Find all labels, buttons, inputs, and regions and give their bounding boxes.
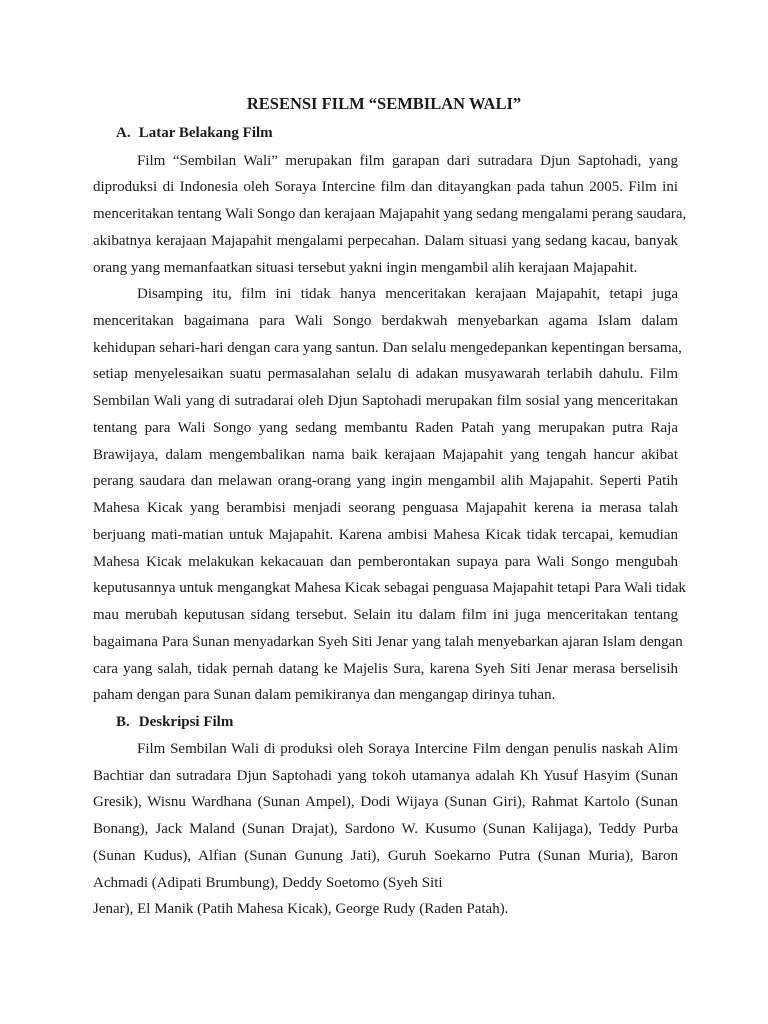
paragraph-line: keputusannya untuk mengangkat Mahesa Kicak sebagai penguasa Majapahit tetapi Para Wali tidak [93, 580, 686, 596]
section-heading-text: Deskripsi Film [138, 714, 234, 730]
paragraph-line: (Sunan Kudus), Alfian (Sunan Gunung Jati), Guruh Soekarno Putra (Sunan Muria), Baron [93, 848, 678, 864]
paragraph-line: orang yang memanfaatkan situasi tersebut yakni ingin mengambil alih kerajaan Majapahit. [93, 260, 638, 276]
paragraph-line: cara yang salah, tidak pernah datang ke Majelis Sura, karena Syeh Siti Jenar merasa berselisih [93, 661, 678, 677]
paragraph-line: Mahesa Kicak melakukan kekacauan dan pemberontakan supaya para Wali Songo mengubah [93, 554, 678, 570]
paragraph-line: akibatnya kerajaan Majapahit mengalami perpecahan. Dalam situasi yang sedang kacau, banyak [93, 233, 678, 249]
paragraph-line: Jenar), El Manik (Patih Mahesa Kicak), George Rudy (Raden Patah). [93, 901, 509, 917]
paragraph-line: Mahesa Kicak yang berambisi menjadi seorang penguasa Majapahit kerena ia merasa talah [93, 500, 678, 516]
paragraph-line: Achmadi (Adipati Brumbung), Deddy Soetomo (Syeh Siti [93, 875, 443, 891]
paragraph-line: menceritakan bagaimana para Wali Songo berdakwah menyebarkan agama Islam dalam [93, 313, 678, 329]
paragraph-line: bagaimana Para Sunan menyadarkan Syeh Siti Jenar yang talah menyebarkan ajaran Islam dengan [93, 634, 683, 650]
paragraph-line: Sembilan Wali yang di sutradarai oleh Djun Saptohadi merupakan film sosial yang menceritakan [93, 393, 678, 409]
paragraph-line: berjuang mati-matian untuk Majapahit. Karena ambisi Mahesa Kicak tidak tercapai, kemudian [93, 527, 678, 543]
document-title: RESENSI FILM “SEMBILAN WALI” [246, 94, 522, 113]
paragraph-line: diproduksi di Indonesia oleh Soraya Intercine film dan ditayangkan pada tahun 2005. Film ini [93, 179, 678, 195]
section-heading-text: Latar Belakang Film [138, 125, 273, 141]
section-number: A. [116, 125, 131, 141]
paragraph-line: kehidupan sehari-hari dengan cara yang santun. Dan selalu mengedepankan kepentingan bersama, [93, 340, 682, 356]
paragraph-line: mau merubah keputusan sidang tersebut. Selain itu dalam film ini juga menceritakan tentang [93, 607, 678, 623]
paragraph-line: Bonang), Jack Maland (Sunan Drajat), Sardono W. Kusumo (Sunan Kalijaga), Teddy Purba [93, 821, 678, 837]
paragraph-line: Bachtiar dan sutradara Djun Saptohadi yang tokoh utamanya adalah Kh Yusuf Hasyim (Sunan [93, 768, 678, 784]
paragraph-line: setiap menyelesaikan suatu permasalahan selalu di adakan musyawarah terlabih dahulu. Film [93, 366, 678, 382]
section-heading-a [116, 123, 273, 143]
paragraph-line: Gresik), Wisnu Wardhana (Sunan Ampel), Dodi Wijaya (Sunan Giri), Rahmat Kartolo (Sunan [93, 794, 678, 810]
paragraph-line: Film “Sembilan Wali” merupakan film garapan dari sutradara Djun Saptohadi, yang [137, 153, 678, 169]
paragraph-line: menceritakan tentang Wali Songo dan kerajaan Majapahit yang sedang mengalami perang saudara, [93, 206, 687, 222]
paragraph-line: Disamping itu, film ini tidak hanya menceritakan kerajaan Majapahit, tetapi juga [137, 286, 678, 302]
paragraph-line: Film Sembilan Wali di produksi oleh Soraya Intercine Film dengan penulis naskah Alim [137, 741, 678, 757]
section-heading-b [116, 712, 233, 732]
paragraph-line: Brawijaya, dalam mengembalikan nama baik kerajaan Majapahit yang tengah hancur akibat [93, 447, 678, 463]
paragraph-line: tentang para Wali Songo yang sedang membantu Raden Patah yang merupakan putra Raja [93, 420, 678, 436]
paragraph-line: paham dengan para Sunan dalam pemikiranya dan mengangap dirinya tuhan. [93, 687, 556, 703]
paragraph-line: perang saudara dan melawan orang-orang yang ingin mengambil alih Majapahit. Seperti Patih [93, 473, 678, 489]
section-number: B. [116, 714, 130, 730]
